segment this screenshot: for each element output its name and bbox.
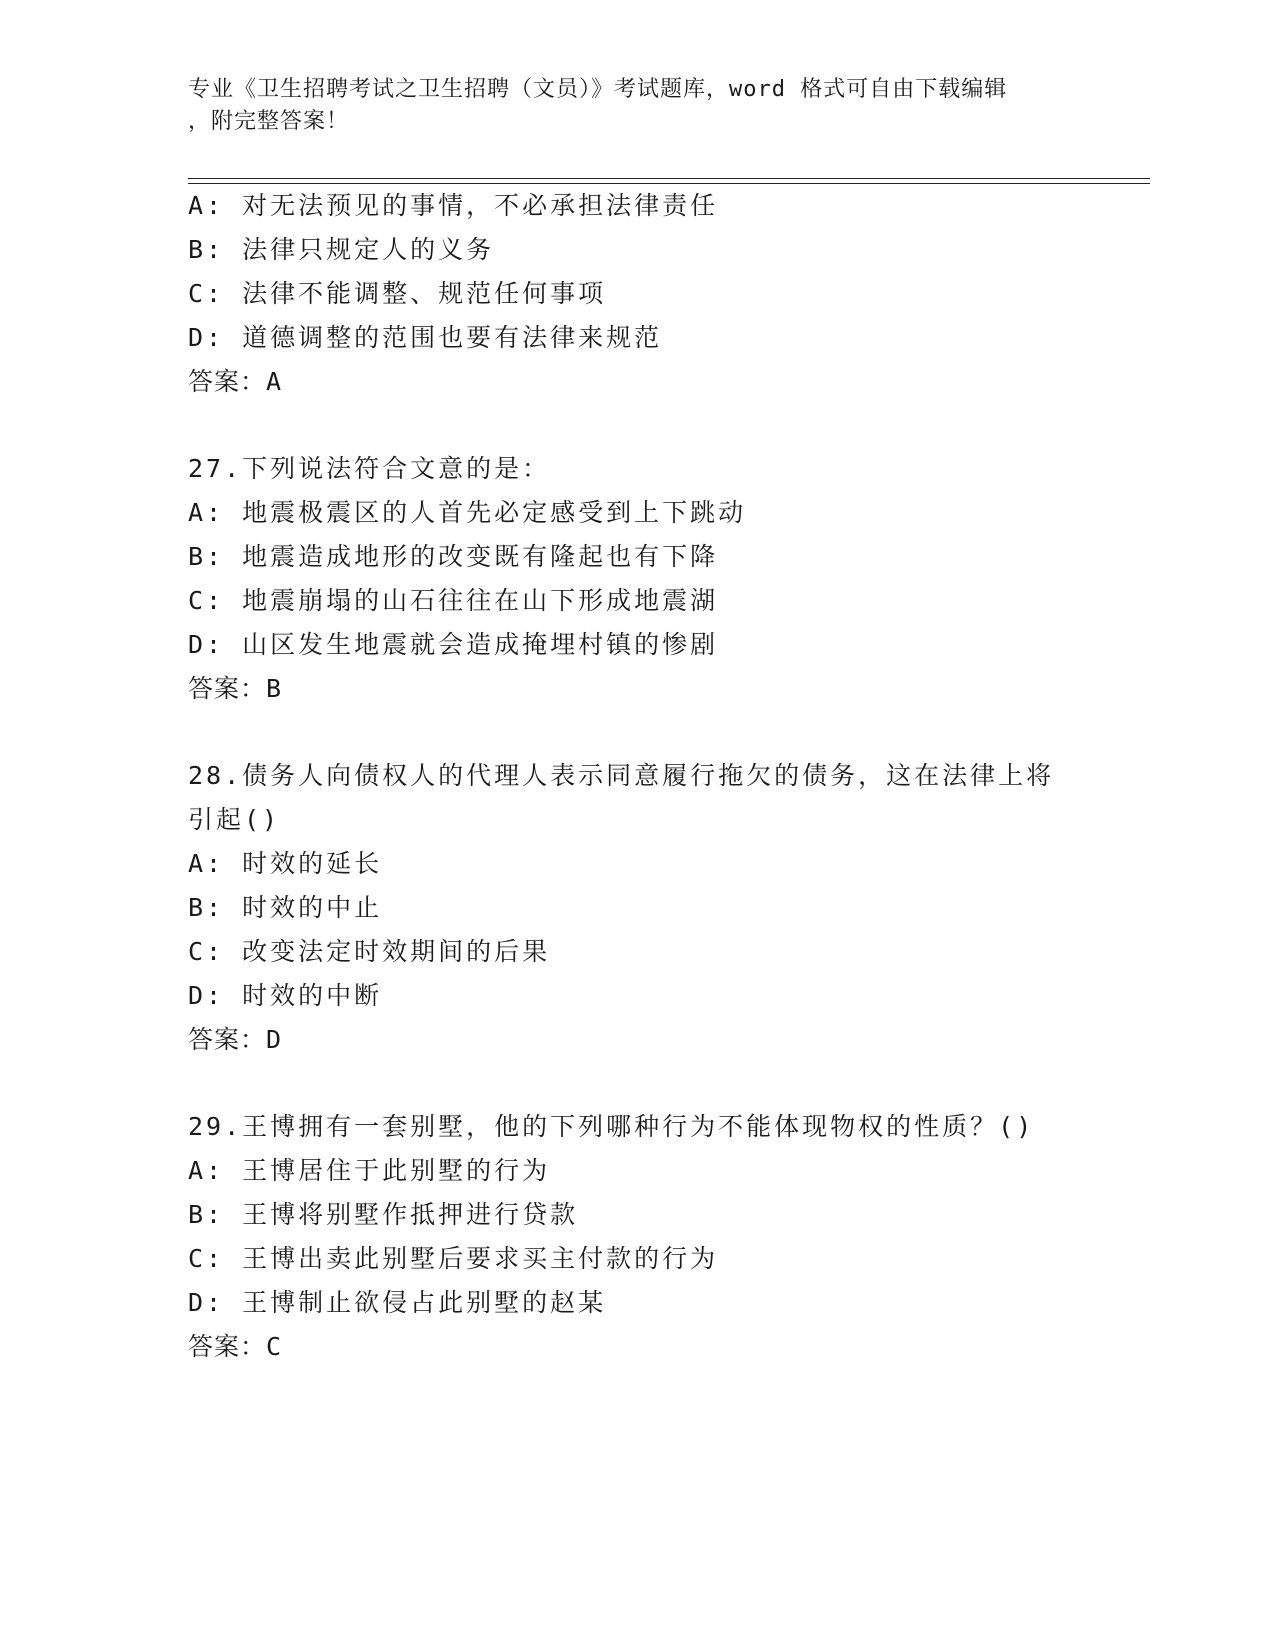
answer-value: B [266,674,283,703]
q29-option-d: D: 王博制止欲侵占此别墅的赵某 [188,1288,607,1317]
q26-option-c: C: 法律不能调整、规范任何事项 [188,279,607,308]
document-header [188,74,1088,138]
q27-option-b: B: 地震造成地形的改变既有隆起也有下降 [188,542,719,571]
answer-value: D [266,1025,283,1054]
q28-option-d: D: 时效的中断 [188,981,383,1010]
q27-answer [188,673,282,705]
header-line-2: ，附完整答案！ [188,109,350,134]
q29-answer [188,1331,282,1363]
answer-label: 答案： [188,674,267,703]
q28-option-a: A: 时效的延长 [188,849,383,878]
q28-option-c: C: 改变法定时效期间的后果 [188,937,551,966]
q26-option-d: D: 道德调整的范围也要有法律来规范 [188,323,663,352]
answer-value: A [266,367,283,396]
header-divider-top [188,178,1150,179]
q28-answer [188,1024,282,1056]
header-line-1: 专业《卫生招聘考试之卫生招聘（文员）》考试题库，word 格式可自由下载编辑 [188,77,1008,102]
answer-label: 答案： [188,1025,267,1054]
q29-option-b: B: 王博将别墅作抵押进行贷款 [188,1200,579,1229]
answer-label: 答案： [188,367,267,396]
q27-option-c: C: 地震崩塌的山石往往在山下形成地震湖 [188,586,719,615]
q29-stem: 29.王博拥有一套别墅，他的下列哪种行为不能体现物权的性质？() [188,1112,1035,1141]
answer-label: 答案： [188,1332,267,1361]
q28-stem-line-2: 引起() [188,805,281,834]
header-divider-bottom [188,183,1150,184]
answer-value: C [266,1332,283,1361]
q26-answer [188,366,282,398]
q28-option-b: B: 时效的中止 [188,893,383,922]
q28-stem-line-1: 28.债务人向债权人的代理人表示同意履行拖欠的债务，这在法律上将 [188,761,1055,790]
q26-option-b: B: 法律只规定人的义务 [188,235,495,264]
q29-option-a: A: 王博居住于此别墅的行为 [188,1156,551,1185]
q27-stem: 27.下列说法符合文意的是： [188,454,551,483]
q27-option-a: A: 地震极震区的人首先必定感受到上下跳动 [188,498,747,527]
q27-option-d: D: 山区发生地震就会造成掩埋村镇的惨剧 [188,630,719,659]
q29-option-c: C: 王博出卖此别墅后要求买主付款的行为 [188,1244,719,1273]
q26-option-a: A: 对无法预见的事情，不必承担法律责任 [188,191,719,220]
